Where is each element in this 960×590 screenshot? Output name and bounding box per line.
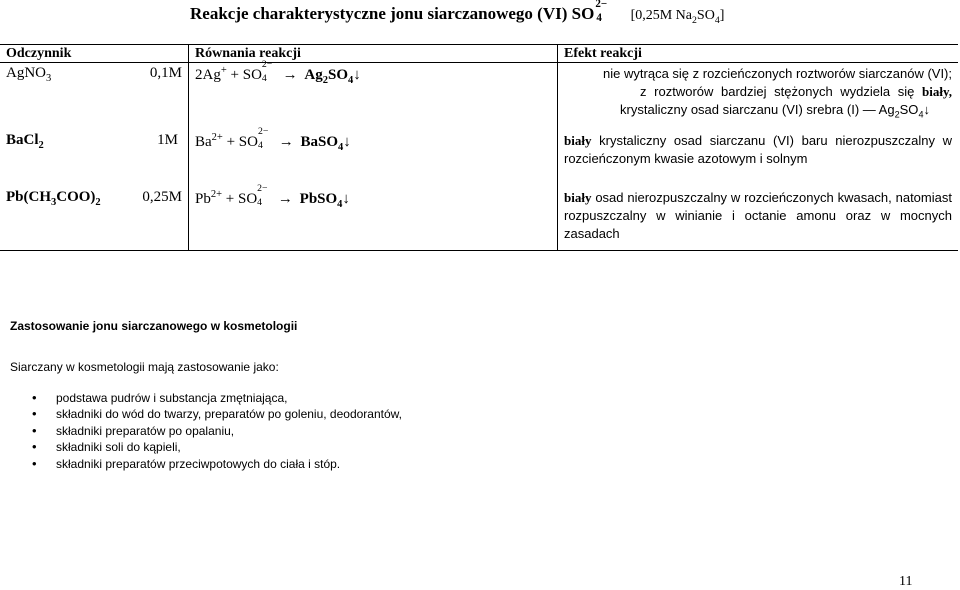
page-number: 11: [899, 574, 913, 589]
list-item: • składniki preparatów po opalaniu,: [56, 423, 402, 439]
section-title: Zastosowanie jonu siarczanowego w kosmetologii: [10, 319, 298, 333]
equation-cell: 2Ag+ + SO 2− 4 → $Ag_2SO_4↓$: [189, 63, 558, 129]
header-equation: Równania reakcji: [189, 45, 558, 63]
table-row: [0, 185, 958, 251]
list-item: • składniki do wód do twarzy, preparatów po goleniu, deodorantów,: [56, 406, 402, 422]
list-item: • składniki preparatów przeciwpotowych do ciała i stóp.: [56, 456, 402, 472]
reagent-concentration: 0,1M: [149, 65, 182, 81]
reagent-cell: [0, 63, 189, 129]
equation-cell: $Pb^{2+}$ + SO 2− 4 → PbSO$_4$↓: [189, 185, 558, 251]
effect-cell: biały krystaliczny osad siarczanu (VI) baru nierozpuszczalny w rozcieńczonym kwasie azotowym i solnym: [558, 128, 959, 185]
effect-cell: nie wytrąca się z rozcieńczonych roztworów siarczanów (VI); z roztworów bardziej stężonych wydziela się biały, krystaliczny osad siarczanu (VI) srebra (I) — $Ag_2SO_4↓$: [558, 63, 959, 129]
reagent-formula: $Pb(CH_3COO)_2$: [6, 189, 101, 208]
title-concentration: [0,25M $Na_2SO_4$]: [630, 8, 725, 26]
precipitate-arrow-icon: ↓: [923, 102, 930, 117]
product-formula: BaSO$_4$: [300, 134, 344, 153]
reagent-concentration: 1M: [157, 132, 178, 148]
page-title: [190, 0, 725, 26]
header-effect: Efekt reakcji: [558, 45, 959, 63]
uses-list: [0, 390, 402, 472]
section-intro: Siarczany w kosmetologii mają zastosowanie jako:: [10, 360, 279, 374]
reaction-arrow: →: [277, 191, 293, 207]
title-ion-charge: 2−: [595, 0, 608, 10]
reagent-formula: AgNO$_3$: [6, 65, 52, 84]
reaction-arrow: →: [282, 67, 298, 83]
reagent-concentration: 0,25M: [142, 189, 182, 205]
list-item: • składniki soli do kąpieli,: [56, 439, 402, 455]
title-text: Reakcje charakterystyczne jonu siarczanowego (VI) SO: [190, 4, 595, 23]
reagent-formula: BaCl$_2$: [6, 132, 44, 151]
table-header-row: [0, 45, 958, 63]
precipitate-arrow-icon: ↓: [343, 134, 351, 150]
product-formula: $Ag_2SO_4$: [304, 67, 354, 86]
title-ion-index: 4: [596, 12, 602, 24]
reagent-cell: [0, 128, 189, 185]
header-reagent: Odczynnik: [0, 45, 189, 63]
effect-cell: biały osad nierozpuszczalny w rozcieńczonych kwasach, natomiast rozpuszczalny w winianie i octanie amonu oraz w mocnych zasadach: [558, 185, 959, 251]
equation-cell: $Ba^{2+}$ + SO 2− 4 → BaSO$_4$↓: [189, 128, 558, 185]
title-ion: [594, 0, 608, 24]
product-formula: PbSO$_4$: [299, 191, 343, 210]
reagent-cell: [0, 185, 189, 251]
list-item: • podstawa pudrów i substancja zmętniająca,: [56, 390, 402, 406]
precipitate-arrow-icon: ↓: [353, 67, 361, 83]
reaction-arrow: →: [278, 134, 294, 150]
precipitate-arrow-icon: ↓: [342, 191, 350, 207]
table-row: [0, 63, 958, 129]
reaction-table: [0, 44, 958, 251]
table-row: [0, 128, 958, 185]
